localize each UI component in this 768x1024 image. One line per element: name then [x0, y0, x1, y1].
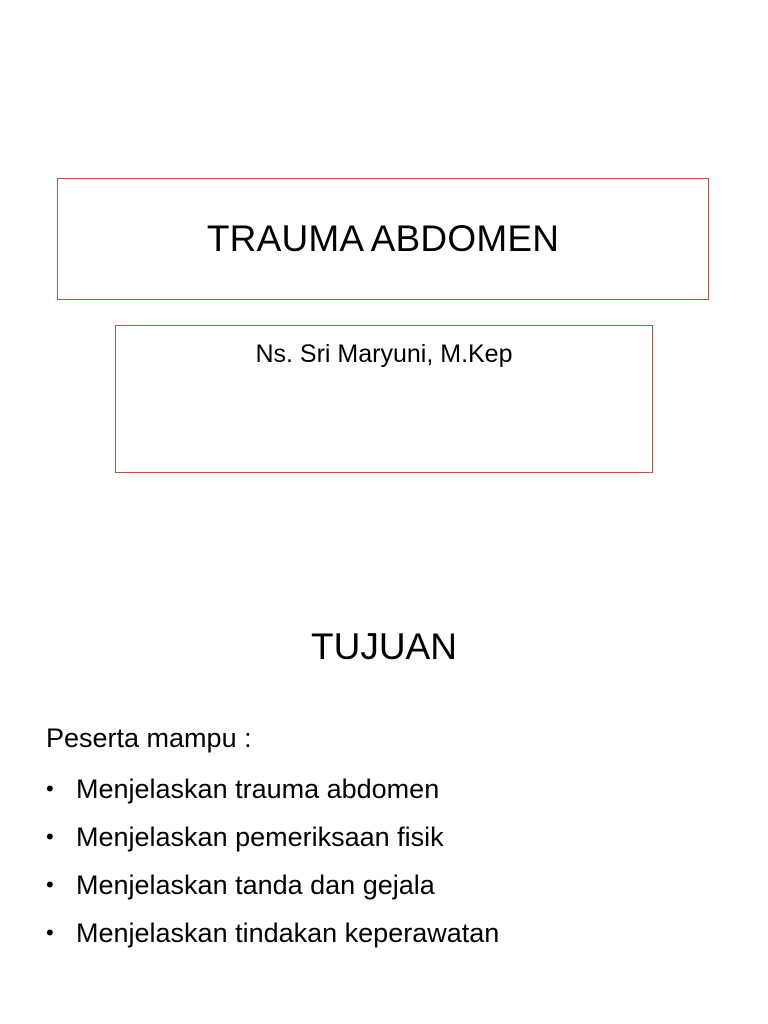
intro-text: Peserta mampu : [46, 723, 252, 753]
objectives-list [46, 765, 499, 957]
list-item [46, 861, 499, 909]
bullet-icon: • [46, 824, 54, 849]
author-name: Ns. Sri Maryuni, M.Kep [255, 340, 513, 368]
list-item-text: Menjelaskan pemeriksaan fisik [76, 822, 444, 852]
section-heading: TUJUAN [311, 626, 457, 667]
list-item [46, 813, 499, 861]
bullet-icon: • [46, 872, 54, 897]
objectives-slide [0, 576, 768, 1024]
subtitle-box [115, 325, 653, 473]
title-box [57, 178, 709, 300]
list-item-text: Menjelaskan tindakan keperawatan [76, 918, 500, 948]
list-item-text: Menjelaskan tanda dan gejala [76, 870, 435, 900]
slide-title: TRAUMA ABDOMEN [206, 218, 560, 259]
list-item-text: Menjelaskan trauma abdomen [76, 774, 440, 804]
list-item [46, 765, 499, 813]
bullet-icon: • [46, 776, 54, 801]
bullet-icon: • [46, 920, 54, 945]
list-item [46, 909, 499, 957]
